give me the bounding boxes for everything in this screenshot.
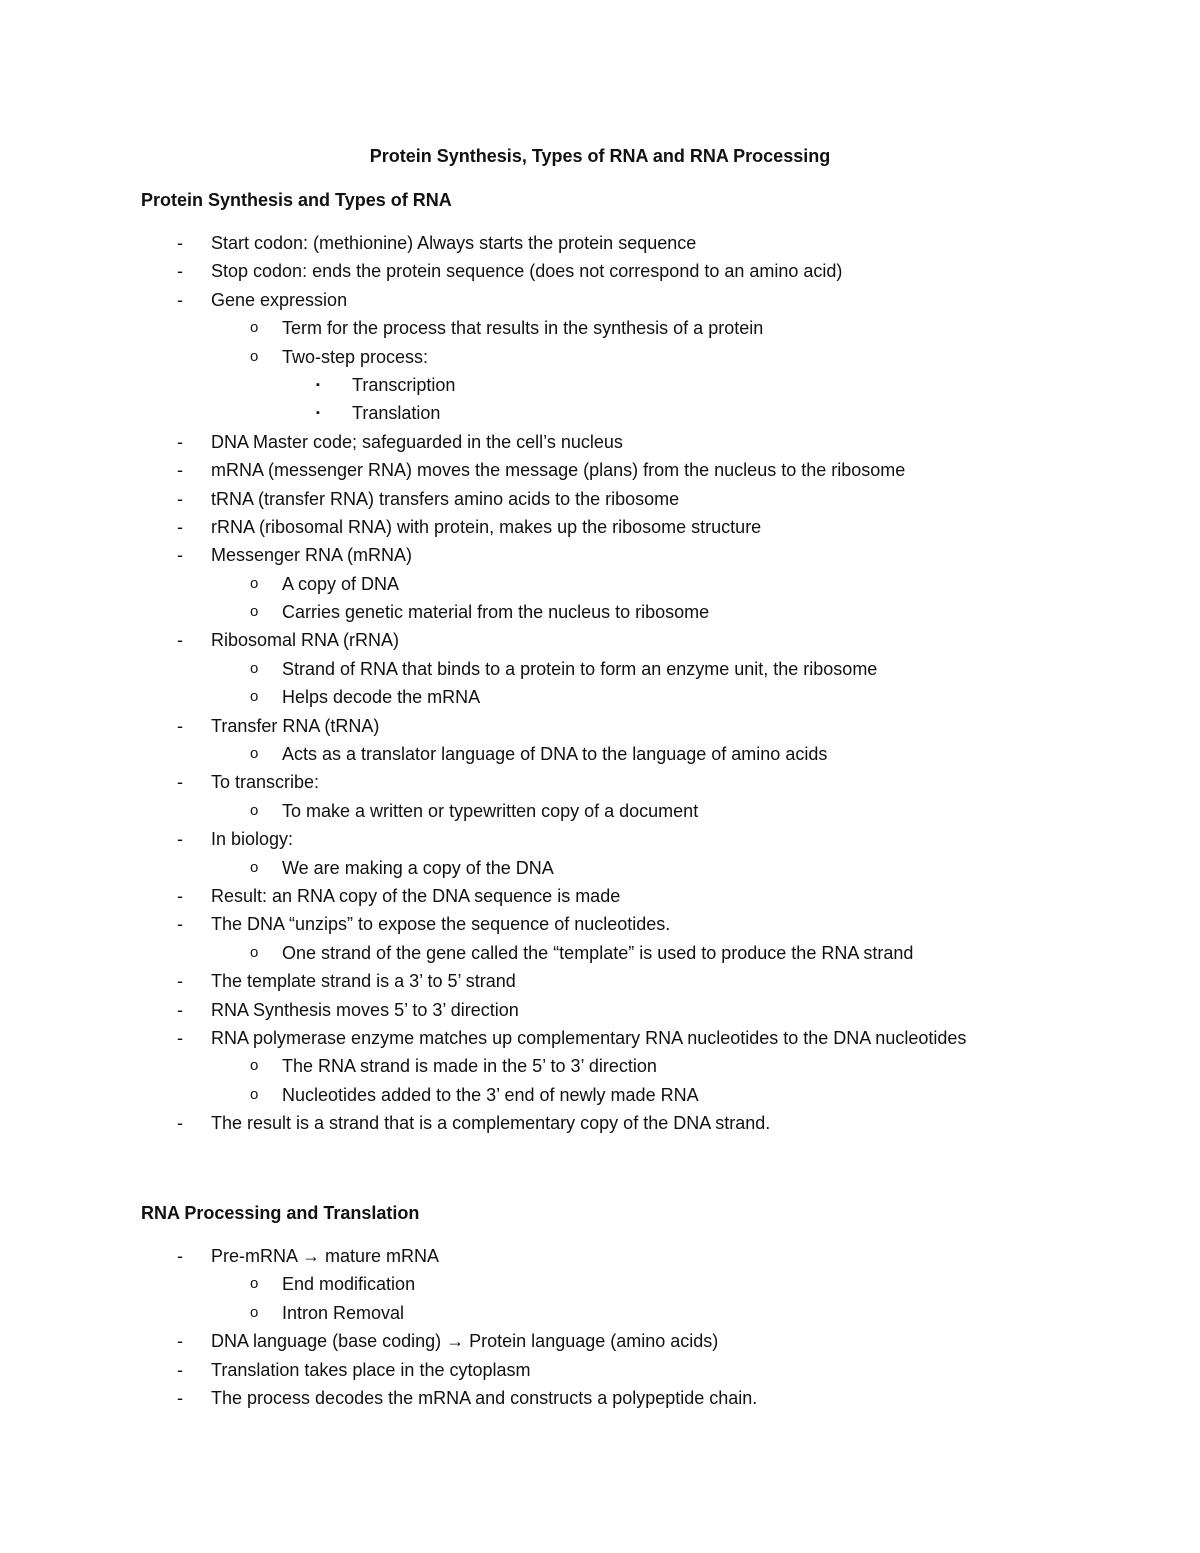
circle-bullet-icon: o	[250, 745, 259, 763]
dash-bullet-icon: -	[177, 1387, 183, 1408]
list-item	[141, 456, 906, 484]
list-item-text: Ribosomal RNA (rRNA)	[211, 630, 400, 651]
dash-bullet-icon: -	[177, 999, 183, 1020]
list-item-text: A copy of DNA	[282, 573, 400, 594]
list-item-text: Translation	[352, 403, 441, 424]
dash-bullet-icon: -	[177, 488, 183, 509]
list-item	[141, 598, 710, 626]
list-item-text: DNA Master code; safeguarded in the cell’s nucleus	[211, 431, 623, 452]
list-item	[141, 967, 516, 995]
list-item	[141, 1242, 440, 1270]
list-item	[141, 513, 762, 541]
list-item	[141, 1384, 758, 1412]
list-item-text: We are making a copy of the DNA	[282, 857, 554, 878]
list-item-text: Transfer RNA (tRNA)	[211, 715, 380, 736]
list-item	[141, 768, 452, 796]
bullet-list	[141, 229, 967, 1138]
list-item	[141, 683, 481, 711]
list-item-text: Result: an RNA copy of the DNA sequence is made	[211, 885, 621, 906]
dash-bullet-icon: -	[177, 289, 183, 310]
list-item-text: The result is a strand that is a complementary copy of the DNA strand.	[211, 1113, 771, 1134]
list-item	[141, 428, 623, 456]
list-item	[141, 626, 452, 654]
section-protein-synthesis	[141, 187, 967, 1138]
circle-bullet-icon: o	[250, 574, 259, 592]
circle-bullet-icon: o	[250, 858, 259, 876]
dash-bullet-icon: -	[177, 772, 183, 793]
dash-bullet-icon: -	[177, 1027, 183, 1048]
section-rna-processing	[141, 1200, 758, 1412]
list-item-text: Transcription	[352, 374, 456, 395]
list-item	[141, 314, 764, 342]
dash-bullet-icon: -	[177, 261, 183, 282]
circle-bullet-icon: o	[250, 1057, 259, 1075]
list-item-text: Gene expression	[211, 289, 348, 310]
circle-bullet-icon: o	[250, 603, 259, 621]
list-item-text: DNA language (base coding) → Protein language (amino acids)	[211, 1331, 719, 1352]
list-item	[141, 541, 452, 569]
dash-bullet-icon: -	[177, 715, 183, 736]
square-bullet-icon: ▪	[316, 407, 320, 420]
list-item	[141, 257, 843, 285]
list-item-text: RNA polymerase enzyme matches up complementary RNA nucleotides to the DNA nucleotides	[211, 1027, 967, 1048]
dash-bullet-icon: -	[177, 1113, 183, 1134]
list-item-text: Carries genetic material from the nucleus to ribosome	[282, 602, 710, 623]
circle-bullet-icon: o	[250, 688, 259, 706]
list-item-text: Stop codon: ends the protein sequence (does not correspond to an amino acid)	[211, 261, 843, 282]
list-item	[141, 399, 452, 427]
list-item	[141, 712, 452, 740]
dash-bullet-icon: -	[177, 516, 183, 537]
list-item	[141, 797, 699, 825]
dash-bullet-icon: -	[177, 545, 183, 566]
list-item	[141, 1024, 967, 1052]
list-item	[141, 882, 621, 910]
list-item	[141, 1081, 699, 1109]
list-item	[141, 485, 680, 513]
list-item	[141, 343, 452, 371]
list-item-text: The RNA strand is made in the 5’ to 3’ direction	[282, 1056, 657, 1077]
square-bullet-icon: ▪	[316, 378, 320, 391]
list-item	[141, 1270, 419, 1298]
list-item	[141, 655, 878, 683]
list-item	[141, 1327, 719, 1355]
list-item-text: tRNA (transfer RNA) transfers amino acids to the ribosome	[211, 488, 680, 509]
dash-bullet-icon: -	[177, 233, 183, 253]
dash-bullet-icon: -	[177, 1331, 183, 1352]
list-item	[141, 740, 828, 768]
list-item-text: Strand of RNA that binds to a protein to form an enzyme unit, the ribosome	[282, 658, 878, 679]
list-item	[141, 1109, 771, 1137]
list-item-text: RNA Synthesis moves 5’ to 3’ direction	[211, 999, 519, 1020]
circle-bullet-icon: o	[250, 1275, 259, 1293]
circle-bullet-icon: o	[250, 801, 259, 819]
list-item-text: rRNA (ribosomal RNA) with protein, makes up the ribosome structure	[211, 516, 762, 537]
list-item-text: Pre-mRNA → mature mRNA	[211, 1246, 440, 1266]
page-title: Protein Synthesis, Types of RNA and RNA Processing	[369, 146, 831, 166]
list-item-text: The DNA “unzips” to expose the sequence of nucleotides.	[211, 914, 671, 935]
dash-bullet-icon: -	[177, 885, 183, 906]
circle-bullet-icon: o	[250, 943, 259, 961]
list-item-text: In biology:	[211, 829, 294, 850]
list-item-text: Two-step process:	[282, 346, 429, 367]
list-item	[141, 825, 452, 853]
section-heading: RNA Processing and Translation	[141, 1203, 420, 1223]
list-item-text: Intron Removal	[282, 1302, 405, 1323]
list-item-text: mRNA (messenger RNA) moves the message (plans) from the nucleus to the ribosome	[211, 460, 906, 481]
list-item-text: To make a written or typewritten copy of a document	[282, 800, 699, 821]
circle-bullet-icon: o	[250, 347, 259, 365]
list-item-text: Messenger RNA (mRNA)	[211, 545, 413, 566]
dash-bullet-icon: -	[177, 914, 183, 935]
dash-bullet-icon: -	[177, 630, 183, 651]
list-item-text: Start codon: (methionine) Always starts the protein sequence	[211, 233, 697, 253]
list-item	[141, 286, 452, 314]
list-item	[141, 371, 456, 399]
circle-bullet-icon: o	[250, 1085, 259, 1103]
dash-bullet-icon: -	[177, 431, 183, 452]
dash-bullet-icon: -	[177, 1246, 183, 1266]
dash-bullet-icon: -	[177, 460, 183, 481]
list-item	[141, 854, 554, 882]
list-item-text: Nucleotides added to the 3’ end of newly made RNA	[282, 1084, 699, 1105]
bullet-list	[141, 1242, 758, 1412]
circle-bullet-icon: o	[250, 319, 259, 337]
section-heading: Protein Synthesis and Types of RNA	[141, 190, 452, 210]
list-item	[141, 910, 671, 938]
list-item	[141, 229, 697, 257]
list-item-text: The process decodes the mRNA and constructs a polypeptide chain.	[211, 1387, 758, 1408]
list-item	[141, 1052, 657, 1080]
dash-bullet-icon: -	[177, 971, 183, 992]
circle-bullet-icon: o	[250, 659, 259, 677]
list-item	[141, 570, 452, 598]
list-item-text: Term for the process that results in the synthesis of a protein	[282, 318, 764, 339]
list-item	[141, 939, 914, 967]
list-item-text: Translation takes place in the cytoplasm	[211, 1359, 531, 1380]
list-item	[141, 1299, 419, 1327]
dash-bullet-icon: -	[177, 1359, 183, 1380]
circle-bullet-icon: o	[250, 1303, 259, 1321]
list-item-text: The template strand is a 3’ to 5’ strand	[211, 971, 516, 992]
list-item-text: To transcribe:	[211, 772, 320, 793]
list-item-text: Acts as a translator language of DNA to the language of amino acids	[282, 744, 828, 765]
list-item-text: Helps decode the mRNA	[282, 687, 481, 708]
list-item	[141, 996, 519, 1024]
list-item	[141, 1356, 531, 1384]
list-item-text: End modification	[282, 1274, 416, 1295]
list-item-text: One strand of the gene called the “template” is used to produce the RNA strand	[282, 942, 914, 963]
dash-bullet-icon: -	[177, 829, 183, 850]
